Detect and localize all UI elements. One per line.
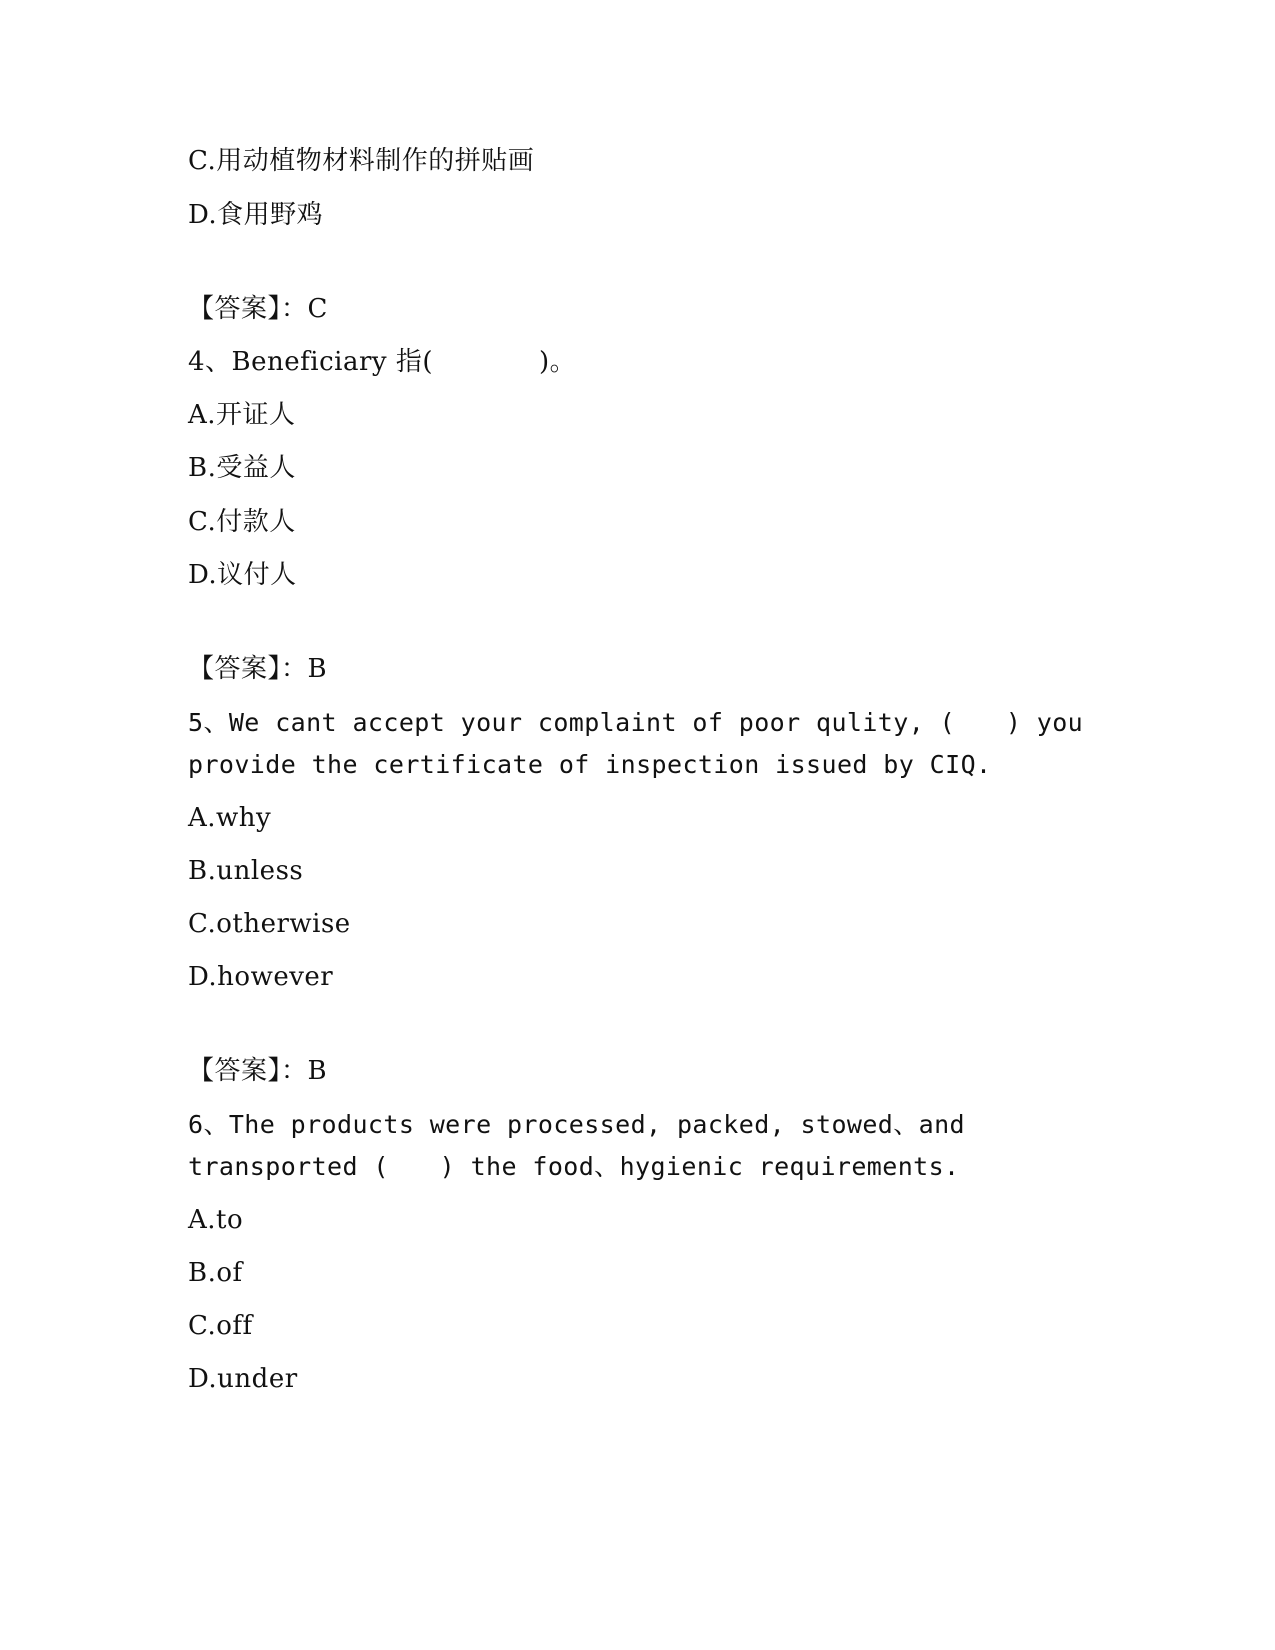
q6-option-b: B.of <box>188 1258 243 1288</box>
q5-option-b: B.unless <box>188 856 304 886</box>
q4-option-c: C.付款人 <box>188 507 296 537</box>
q5-answer: 【答案】：B <box>188 1056 328 1086</box>
q4-option-b: B.受益人 <box>188 453 296 483</box>
q3-option-d: D.食用野鸡 <box>188 200 324 230</box>
q6-option-d: D.under <box>188 1364 298 1394</box>
q6-option-c: C.off <box>188 1311 253 1341</box>
q5-option-c: C.otherwise <box>188 909 351 939</box>
q6-option-a: A.to <box>188 1205 244 1235</box>
q4-stem: 4、Beneficiary 指( )。 <box>188 347 577 377</box>
q4-answer: 【答案】：B <box>188 654 328 684</box>
q6-stem-line2: transported ( ) the food、hygienic requirements. <box>188 1152 960 1181</box>
q4-option-a: A.开证人 <box>188 400 296 430</box>
q5-option-d: D.however <box>188 962 334 992</box>
q4-option-d: D.议付人 <box>188 560 297 590</box>
q6-stem-line1: 6、The products were processed, packed, stowed、and <box>188 1110 966 1139</box>
q5-option-a: A.why <box>188 803 272 833</box>
q5-stem-line2: provide the certificate of inspection issued by CIQ. <box>188 750 992 779</box>
q3-option-c: C.用动植物材料制作的拼贴画 <box>188 146 535 176</box>
q3-answer: 【答案】：C <box>188 294 328 324</box>
q5-stem-line1: 5、We cant accept your complaint of poor qulity, ( ) you <box>188 708 1084 737</box>
